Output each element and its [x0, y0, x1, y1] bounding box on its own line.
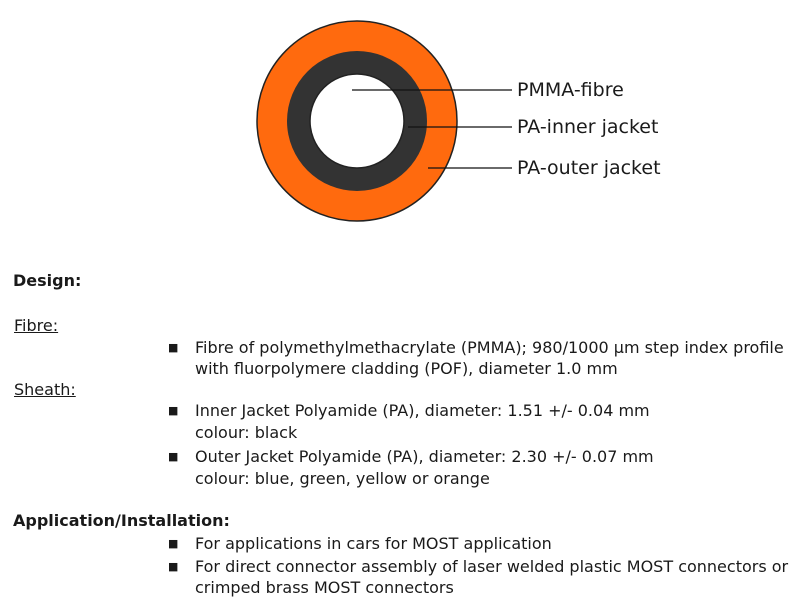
label-pmma-fibre: PMMA-fibre [517, 79, 624, 101]
sheath-item-2-line-1: Outer Jacket Polyamide (PA), diameter: 2.30 +/- 0.07 mm [195, 447, 654, 466]
fibre-item-1-line-2: with fluorpolymere cladding (POF), diameter 1.0 mm [195, 359, 618, 378]
bullet-fibre-1: ■ [168, 341, 179, 354]
application-item-2-line-2: crimped brass MOST connectors [195, 578, 454, 597]
label-pa-outer-jacket: PA-outer jacket [517, 157, 661, 179]
application-heading: Application/Installation: [13, 511, 230, 530]
design-heading: Design: [13, 271, 82, 290]
bullet-sheath-2: ■ [168, 450, 179, 463]
sheath-item-2-line-2: colour: blue, green, yellow or orange [195, 469, 490, 488]
cable-cross-section-diagram [0, 0, 800, 250]
fibre-core [310, 74, 404, 168]
sheath-item-1-line-2: colour: black [195, 423, 298, 442]
application-item-1-line-1: For applications in cars for MOST application [195, 534, 552, 553]
bullet-sheath-1: ■ [168, 404, 179, 417]
bullet-application-2: ■ [168, 560, 179, 573]
fibre-item-1-line-1: Fibre of polymethylmethacrylate (PMMA); 980/1000 µm step index profile [195, 338, 784, 357]
sheath-subheading: Sheath: [14, 380, 76, 399]
fibre-subheading: Fibre: [14, 316, 59, 335]
label-pa-inner-jacket: PA-inner jacket [517, 116, 659, 138]
bullet-application-1: ■ [168, 537, 179, 550]
application-item-2-line-1: For direct connector assembly of laser welded plastic MOST connectors or [195, 557, 789, 576]
sheath-item-1-line-1: Inner Jacket Polyamide (PA), diameter: 1.51 +/- 0.04 mm [195, 401, 650, 420]
